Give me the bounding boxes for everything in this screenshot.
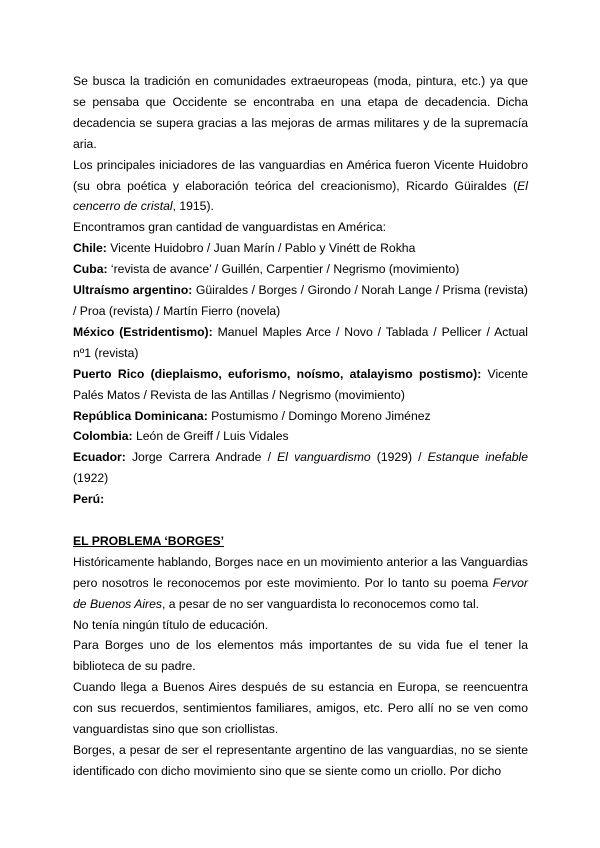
section-p1-text-a: Históricamente hablando, Borges nace en un movimiento anterior a las Vanguardias pero nosotros le reconocemos por este movimiento. Por lo tanto su poema — [73, 554, 528, 590]
section-paragraph-5: Borges, a pesar de ser el representante argentino de las vanguardias, no se siente identificado con dicho movimiento sino que se siente como un criollo. Por dicho — [73, 742, 528, 778]
section-paragraph-3: Para Borges uno de los elementos más importantes de su vida fue el tener la biblioteca de su padre. — [73, 638, 528, 674]
country-entry-cuba — [73, 259, 528, 280]
country-text: ‘revista de avance’ / Guillén, Carpentier / Negrismo (movimiento) — [107, 262, 460, 277]
intro-paragraph-1: Se busca la tradición en comunidades extraeuropeas (moda, pintura, etc.) ya que se pensaba que Occidente se encontraba en una etapa de decadencia. Dicha decadencia se supera gracias a las mejoras de armas militares y de la supremacía aria. — [73, 74, 528, 151]
country-entry-mexico — [73, 322, 528, 364]
country-label: Puerto Rico (dieplaismo, euforismo, noísmo, atalayismo postismo): — [73, 366, 482, 381]
blank-line — [73, 510, 528, 531]
intro-p2-text-a: Los principales iniciadores de las vanguardias en América fueron Vicente Huidobro (su obra poética y elaboración teórica del creacionismo), Ricardo Güiraldes ( — [73, 157, 528, 193]
country-entry-puerto-rico — [73, 364, 528, 406]
country-text: León de Greiff / Luis Vidales — [132, 429, 289, 444]
country-text: Güiraldes / Borges / Girondo / Norah Lange / Prisma (revista) / Proa (revista) / Martín Fierro (novela) — [73, 283, 528, 318]
section-p1-italic-title: Fervor de Buenos Aires — [73, 575, 528, 611]
intro-paragraph-2 — [73, 155, 528, 218]
section-paragraph-2: No tenía ningún título de educación. — [73, 617, 269, 632]
country-entry-ecuador — [73, 447, 528, 489]
section-p1-text-b: , a pesar de no ser vanguardista lo reconocemos como tal. — [161, 596, 480, 611]
country-entry-argentina — [73, 280, 528, 322]
intro-p2-italic-title: El cencerro de cristal — [73, 178, 528, 214]
country-text: Manuel Maples Arce / Novo / Tablada / Pellicer / Actual nº1 (revista) — [73, 324, 528, 360]
ecuador-text-2: (1929) / — [370, 450, 428, 465]
section-paragraph-4: Cuando llega a Buenos Aires después de su estancia en Europa, se reencuentra con sus recuerdos, sentimientos familiares, amigos, etc. Pero allí no se ven como vanguardistas sino que son criollistas. — [73, 680, 528, 737]
country-label: Chile: — [73, 241, 107, 256]
ecuador-text-1: Jorge Carrera Andrade / — [125, 450, 278, 465]
country-label: Ecuador: — [73, 450, 126, 465]
country-entry-peru — [73, 489, 528, 510]
country-entry-chile — [73, 238, 528, 259]
country-label: Ultraísmo argentino: — [73, 283, 193, 298]
country-label: Perú: — [73, 492, 105, 507]
ecuador-italic-title-1: El vanguardismo — [277, 450, 371, 465]
intro-p2-text-b: , 1915). — [172, 199, 214, 214]
country-label: República Dominicana: — [73, 408, 208, 423]
intro-paragraph-3: Encontramos gran cantidad de vanguardistas en América: — [73, 220, 386, 235]
section-heading: EL PROBLEMA ‘BORGES’ — [73, 533, 225, 548]
country-text: Vicente Palés Matos / Revista de las Antillas / Negrismo (movimiento) — [73, 366, 528, 402]
ecuador-text-3: (1922) — [73, 471, 109, 486]
country-entry-colombia — [73, 426, 528, 447]
country-entry-dominican-republic — [73, 406, 528, 427]
country-label: Cuba: — [73, 262, 108, 277]
country-label: México (Estridentismo): — [73, 324, 213, 339]
ecuador-italic-title-2: Estanque inefable — [427, 450, 528, 465]
section-paragraph-1 — [73, 552, 528, 615]
country-text: Vicente Huidobro / Juan Marín / Pablo y Vinétt de Rokha — [106, 241, 416, 256]
country-text: Postumismo / Domingo Moreno Jiménez — [207, 408, 431, 423]
country-label: Colombia: — [73, 429, 133, 444]
